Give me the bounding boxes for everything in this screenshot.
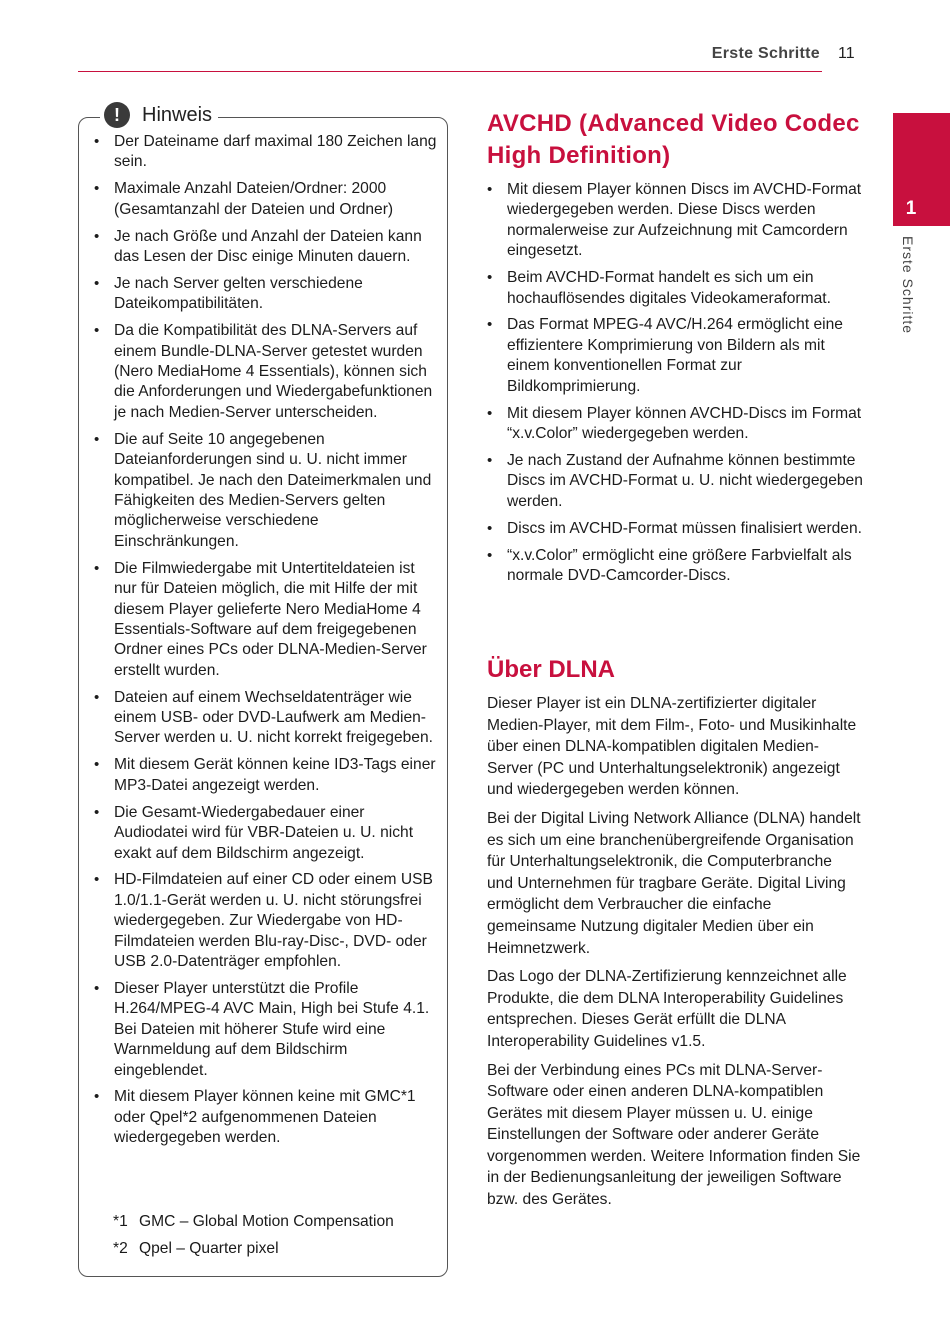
footnote-text: GMC – Global Motion Compensation [139, 1213, 394, 1230]
paragraph: Bei der Verbindung eines PCs mit DLNA-Server-Software oder einen anderen DLNA-kompatiblen Gerätes mit diesem Player müssen u. U. einige Einstellungen der Software oder anderer Geräte vorgenommen werden. Weitere Information finden Sie in der Bedienungsanleitung der jeweiligen Software bzw. des Gerätes. [487, 1061, 861, 1209]
list-item: • Da die Kompatibilität des DLNA-Servers auf einem Bundle-DLNA-Server getestet wurden (Nero MediaHome 4 Essentials), können sich die Anforderungen und Wiedergabefunktionen je nach Medien-Server unterscheiden. [92, 321, 438, 423]
list-item: • Dateien auf einem Wechseldatenträger wie einem USB- oder DVD-Laufwerk am Medien-Server werden u. U. nicht korrekt freigegeben. [92, 688, 438, 749]
footnote-mark: *2 [113, 1239, 128, 1257]
footnote [113, 1239, 443, 1259]
list-item: • Dieser Player unterstützt die Profile H.264/MPEG-4 AVC Main, High bei Stufe 4.1. Bei Dateien mit höherer Stufe wird eine Warnmeldung auf dem Bildschirm eingeblendet. [92, 979, 438, 1081]
avchd-list [485, 180, 865, 593]
footnote-mark: *1 [113, 1213, 128, 1230]
note-list [92, 132, 438, 1155]
list-item: • Discs im AVCHD-Format müssen finalisiert werden. [485, 519, 865, 539]
list-item: • Die auf Seite 10 angegebenen Dateianforderungen sind u. U. nicht immer kompatibel. Je nach den Dateimerkmalen und Fähigkeiten des Medien-Servers gelten möglicherweise verschiedene Einschränkungen. [92, 430, 438, 552]
paragraph: Dieser Player ist ein DLNA-zertifizierter digitaler Medien-Player, mit dem Film-, Foto- und Musikinhalte über einen DLNA-kompatiblen digitalen Medien-Server (PC und Unterhaltungselektronik) angezeigt und wiedergegeben werden können. [487, 695, 857, 799]
footnote-text: Qpel – Quarter pixel [139, 1239, 279, 1257]
list-item: • Je nach Zustand der Aufnahme können bestimmte Discs im AVCHD-Format u. U. nicht wiedergegeben werden. [485, 451, 865, 512]
footnote [113, 1212, 443, 1232]
note-title: Hinweis [142, 103, 213, 126]
list-item: • Mit diesem Player können AVCHD-Discs im Format “x.v.Color” wiedergegeben werden. [485, 404, 865, 445]
paragraph: Bei der Digital Living Network Alliance (DLNA) handelt es sich um eine branchenübergreifende Organisation für Unterhaltungselektronik, die Computerbranche und Unternehmen für tragbare Geräte. Digital Living ermöglicht dem Verbraucher die einfache gemeinsame Nutzung digitaler Medien über ein Heimnetzwerk. [487, 809, 861, 957]
list-item: • Die Gesamt-Wiedergabedauer einer Audiodatei wird für VBR-Dateien u. U. nicht exakt auf dem Bildschirm angezeigt. [92, 803, 438, 864]
list-item: • Mit diesem Player können Discs im AVCHD-Format wiedergegeben werden. Diese Discs werden normalerweise zur Aufzeichnung mit Camcordern eingesetzt. [485, 180, 865, 262]
running-header-title: Erste Schritte [711, 45, 820, 62]
header-divider [78, 71, 822, 72]
chapter-side-label [894, 236, 920, 348]
list-item: • Beim AVCHD-Format handelt es sich um ein hochauflösendes digitales Videokameraformat. [485, 268, 865, 309]
list-item: • HD-Filmdateien auf einer CD oder einem USB 1.0/1.1-Gerät werden u. U. nicht störungsfrei wiedergegeben. Zur Wiedergabe von HD-Filmdateien werden Blu-ray-Disc-, DVD- oder USB 2.0-Datenträger empfohlen. [92, 870, 438, 972]
paragraph: Das Logo der DLNA-Zertifizierung kennzeichnet alle Produkte, die dem DLNA Interoperability Guidelines entsprechen. Dieses Gerät erfüllt die DLNA Interoperability Guidelines v1.5. [487, 968, 847, 1050]
list-item: • Je nach Größe und Anzahl der Dateien kann das Lesen der Disc einige Minuten dauern. [92, 227, 438, 268]
list-item: • Das Format MPEG-4 AVC/H.264 ermöglicht eine effizientere Komprimierung von Bildern als mit einem konventionellen Format zur Bildkomprimierung. [485, 315, 865, 397]
exclamation-icon: ! [104, 102, 130, 128]
dlna-heading: Über DLNA [487, 656, 616, 683]
avchd-heading: AVCHD (Advanced Video Codec High Definition) [487, 110, 860, 169]
list-item: • Maximale Anzahl Dateien/Ordner: 2000 (Gesamtanzahl der Dateien und Ordner) [92, 179, 438, 220]
footnotes [113, 1212, 443, 1266]
list-item: • Der Dateiname darf maximal 180 Zeichen lang sein. [92, 132, 438, 173]
list-item: • Die Filmwiedergabe mit Untertiteldateien ist nur für Dateien möglich, die mit Hilfe der mit diesem Player gelieferte Nero MediaHome 4 Essentials-Software auf dem freigegebenen Ordner eines PCs oder DLNA-Medien-Server erstellt wurden. [92, 559, 438, 681]
note-header [100, 102, 218, 128]
chapter-number: 1 [905, 198, 917, 219]
list-item: • Je nach Server gelten verschiedene Dateikompatibilitäten. [92, 274, 438, 315]
chapter-tab [893, 113, 950, 226]
list-item: • Mit diesem Gerät können keine ID3-Tags einer MP3-Datei angezeigt werden. [92, 755, 438, 796]
page-number: 11 [838, 45, 855, 62]
chapter-side-label-text: Erste Schritte [900, 236, 916, 335]
dlna-body [487, 693, 862, 1218]
list-item: • “x.v.Color” ermöglicht eine größere Farbvielfalt als normale DVD-Camcorder-Discs. [485, 546, 865, 587]
list-item: • Mit diesem Player können keine mit GMC*1 oder Qpel*2 aufgenommenen Dateien wiedergegeben werden. [92, 1087, 438, 1148]
